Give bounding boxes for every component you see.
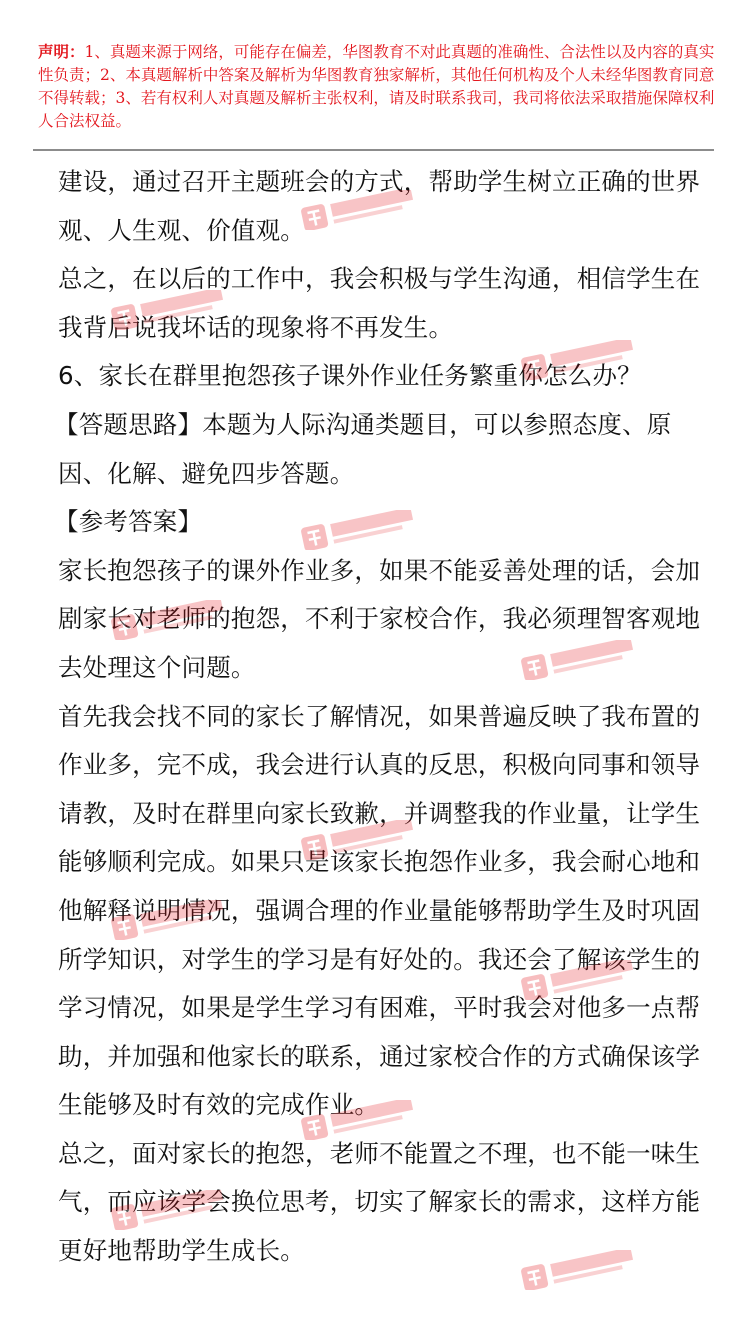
disclaimer: [38, 40, 718, 133]
paragraph: 总之，面对家长的抱怨，老师不能置之不理，也不能一味生气，而应该学会换位思考，切实了解家长的需求，这样方能更好地帮助学生成长。: [58, 1138, 701, 1266]
disclaimer-text: 1、真题来源于网络，可能存在偏差，华图教育不对此真题的准确性、合法性以及内容的真实性负责；2、本真题解析中答案及解析为华图教育独家解析，其他任何机构及个人未经华图教育同意不得转载；3、若有权利人对真题及解析主张权利，请及时联系我司，我司将依法采取措施保障权利人合法权益。: [38, 43, 715, 130]
paragraph: 首先我会找不同的家长了解情况，如果普遍反映了我布置的作业多，完不成，我会进行认真的反思，积极向同事和领导请教，及时在群里向家长致歉，并调整我的作业量，让学生能够顺利完成。如果只是该家长抱怨作业多，我会耐心地和他解释说明情况，强调合理的作业量能够帮助学生及时巩固所学知识，对学生的学习是有好处的。我还会了解该学生的学习情况，如果是学生学习有困难，平时我会对他多一点帮助，并加强和他家长的联系，通过家校合作的方式确保该学生能够及时有效的完成作业。: [58, 701, 701, 1120]
paragraph: 建设，通过召开主题班会的方式，帮助学生树立正确的世界观、人生观、价值观。: [58, 167, 701, 245]
disclaimer-label: 声明：: [38, 42, 85, 61]
answer-approach: 【答题思路】本题为人际沟通类题目，可以参照态度、原因、化解、避免四步答题。: [54, 409, 672, 488]
reference-answer-heading: 【参考答案】: [54, 507, 203, 537]
paragraph: 总之，在以后的工作中，我会积极与学生沟通，相信学生在我背后说我坏话的现象将不再发生。: [58, 264, 701, 342]
document-body: [54, 158, 718, 1276]
paragraph: 家长抱怨孩子的课外作业多，如果不能妥善处理的话，会加剧家长对老师的抱怨，不利于家校合作，我必须理智客观地去处理这个问题。: [58, 555, 701, 682]
question-heading: 6、家长在群里抱怨孩子课外作业任务繁重你怎么办？: [58, 361, 642, 391]
header-divider: [33, 149, 714, 151]
